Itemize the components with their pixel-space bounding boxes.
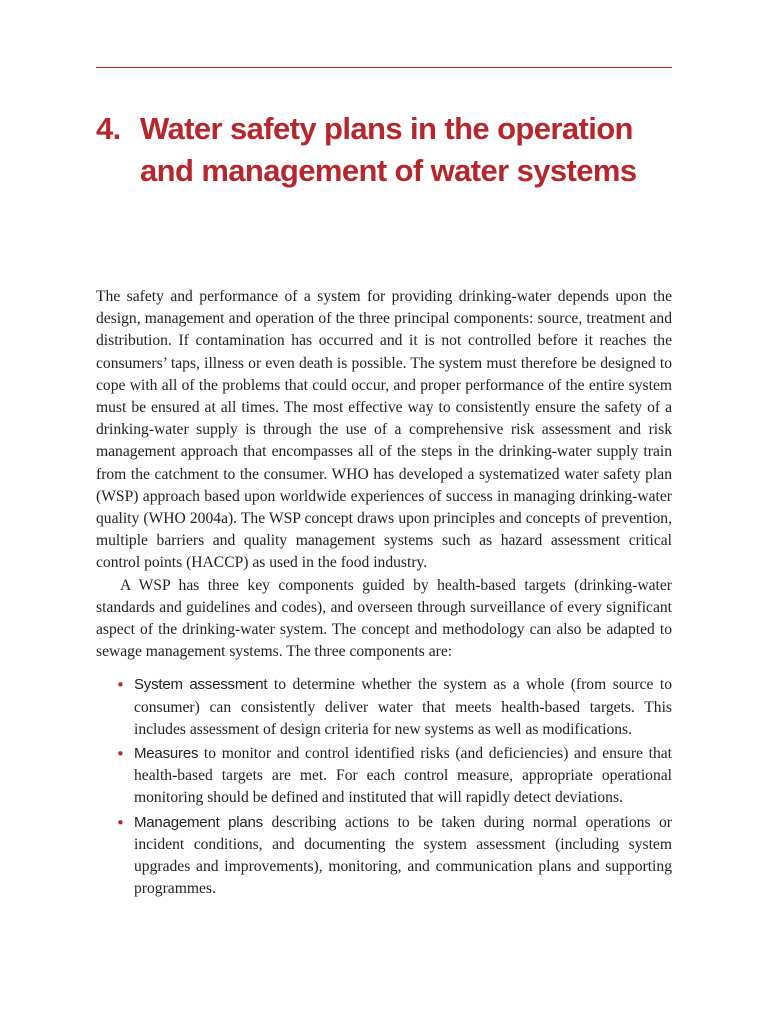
- description-measures: to monitor and control identified risks (and deficiencies) and ensure that health-based targets are met. For each control measure, appropriate operational monitoring should be defined and instituted that will rapidly detect deviations.: [134, 745, 672, 807]
- body-text: [96, 286, 672, 902]
- header-rule: [96, 67, 672, 68]
- paragraph-intro: The safety and performance of a system for providing drinking-water depends upon the design, management and operation of the three principal components: source, treatment and distribution. If contamination has occurred and it is not controlled before it reaches the consumers’ taps, illness or even death is possible. The system must therefore be designed to cope with all of the problems that could occur, and proper performance of the entire system must be ensured at all times. The most effective way to consistently ensure the safety of a drinking-water supply is through the use of a comprehensive risk assessment and risk management approach that encompasses all of the steps in the drinking-water supply train from the catchment to the consumer. WHO has developed a systematized water safety plan (WSP) approach based upon worldwide experiences of success in managing drinking-water quality (WHO 2004a). The WSP concept draws upon principles and concepts of prevention, multiple barriers and quality management systems such as hazard assessment critical control points (HACCP) as used in the food industry.: [96, 288, 672, 572]
- list-item-measures: [96, 743, 672, 810]
- term-management-plans: Management plans: [134, 813, 263, 831]
- component-list: [96, 674, 672, 900]
- chapter-title: Water safety plans in the operation and management of water systems: [140, 111, 637, 188]
- term-measures: Measures: [134, 745, 199, 763]
- description-system-assessment: to determine whether the system as a whole (from source to consumer) can consistently deliver water that meets health-based targets. This includes assessment of design criteria for new systems as well as modifications.: [134, 676, 672, 738]
- description-management-plans: describing actions to be taken during normal operations or incident conditions, and documenting the system assessment (including system upgrades and improvements), monitoring, and communication plans and supporting programmes.: [134, 813, 672, 898]
- term-system-assessment: System assessment: [134, 676, 268, 694]
- list-item-management-plans: [96, 812, 672, 901]
- chapter-number: 4.: [96, 111, 121, 146]
- paragraph-wsp-components: A WSP has three key components guided by health-based targets (drinking-water standards and guidelines and codes), and overseen through surveillance of every significant aspect of the drinking-water system. The concept and methodology can also be adapted to sewage management systems. The three components are:: [96, 576, 672, 661]
- bullet-icon: •: [116, 676, 125, 695]
- list-item-system-assessment: [96, 674, 672, 741]
- bullet-icon: •: [116, 813, 125, 832]
- bullet-icon: •: [116, 745, 125, 764]
- chapter-heading: [96, 108, 686, 192]
